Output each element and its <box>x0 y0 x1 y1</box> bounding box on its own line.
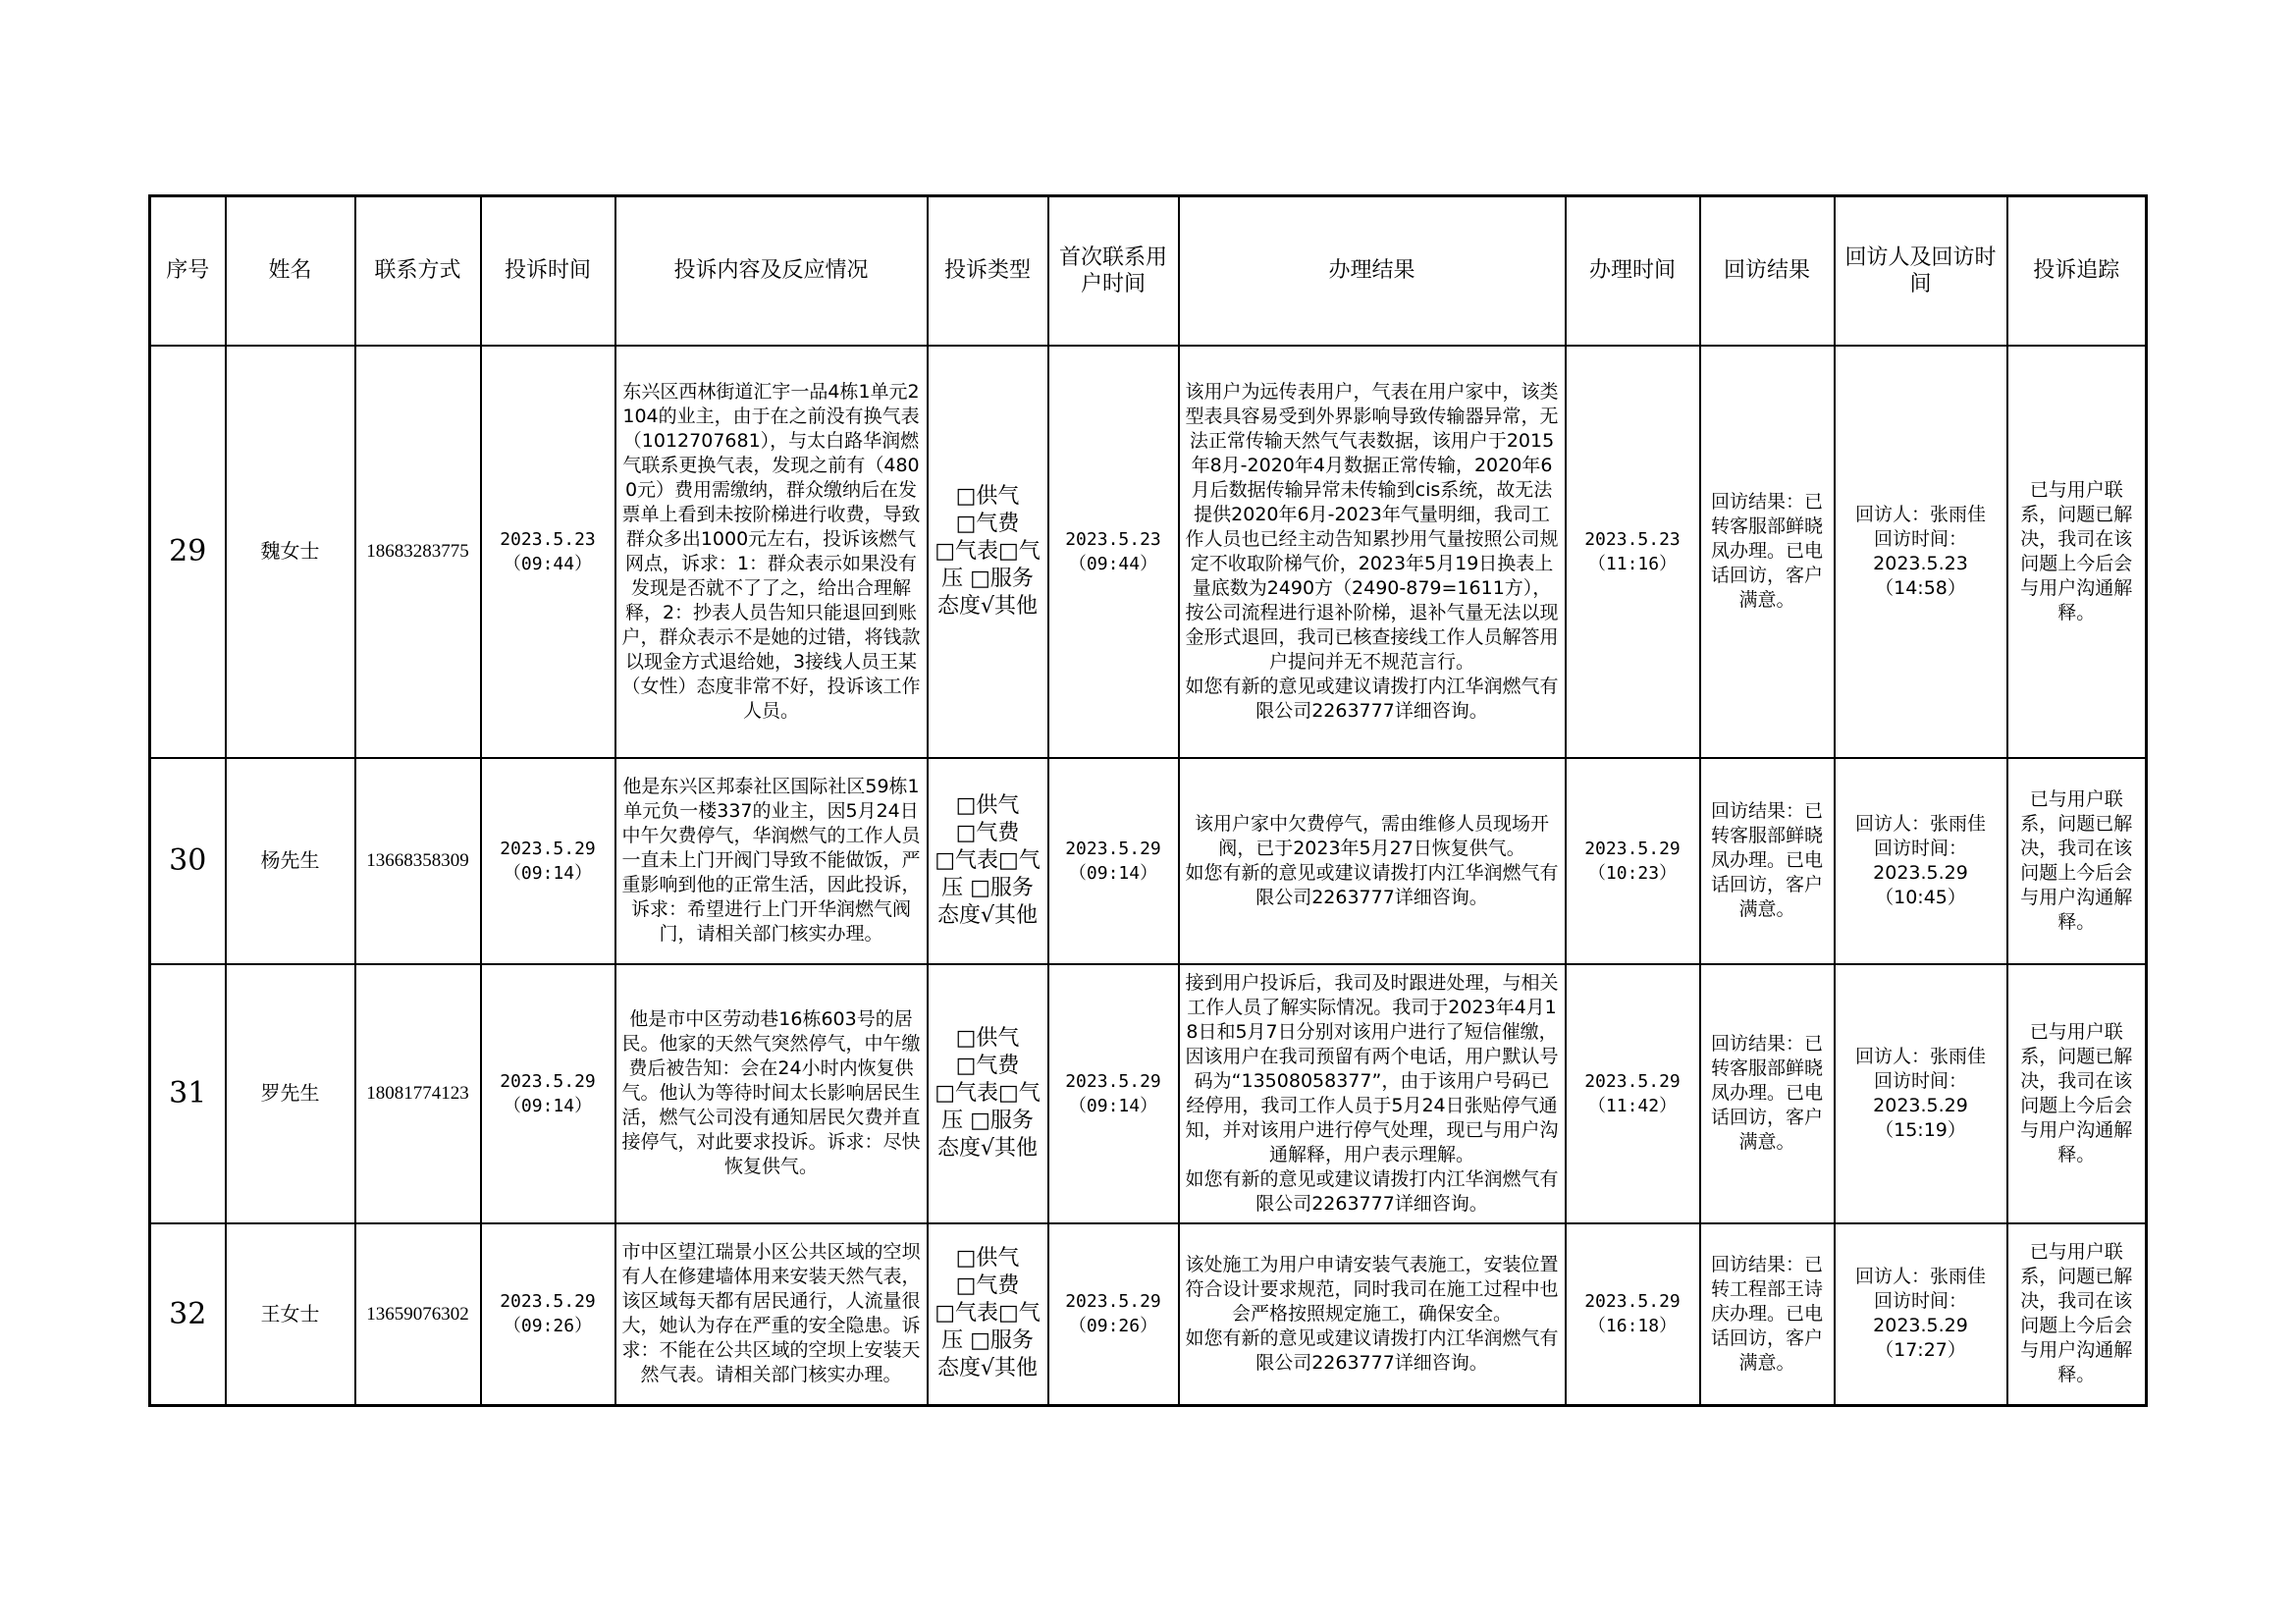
visitor-text: 回访人：张雨佳 回访时间： 2023.5.29 （10:45） <box>1854 812 1986 908</box>
cell-return-result <box>1700 346 1835 758</box>
cell-first-contact <box>1048 758 1179 964</box>
content-text: 市中区望江瑞景小区公共区域的空坝有人在修建墙体用来安装天然气表，该区域每天都有居民通行，人流量很大，她认为存在严重的安全隐患。诉求：不能在公共区域的空坝上安装天然气表。请相关部门核实办理。 <box>621 1241 921 1386</box>
cell-contact: 18081774123 <box>355 964 481 1223</box>
cell-contact: 13668358309 <box>355 758 481 964</box>
table-row <box>150 964 2147 1223</box>
cell-content <box>615 1223 928 1406</box>
return-result-text: 回访结果：已转客服部鲜晓凤办理。已电话回访，客户满意。 <box>1710 800 1823 920</box>
cell-visitor <box>1835 964 2007 1223</box>
cell-seq: 30 <box>150 758 226 964</box>
header-complaint-time: 投诉时间 <box>481 196 615 346</box>
cell-name: 王女士 <box>226 1223 355 1406</box>
first-contact-text: 2023.5.23 （09:44） <box>1065 528 1161 574</box>
result-text: 该用户家中欠费停气，需由维修人员现场开阀，已于2023年5月27日恢复供气。 如您有新的意见或建议请拨打内江华润燃气有限公司2263777详细咨询。 <box>1185 812 1559 908</box>
cell-handle-time <box>1566 346 1700 758</box>
header-visitor: 回访人及回访时间 <box>1835 196 2007 346</box>
cell-type <box>928 346 1048 758</box>
cell-type <box>928 1223 1048 1406</box>
result-text: 该处施工为用户申请安装气表施工，安装位置符合设计要求规范，同时我司在施工过程中也会严格按照规定施工，确保安全。 如您有新的意见或建议请拨打内江华润燃气有限公司2263777详细咨询。 <box>1185 1253 1559 1374</box>
table-row <box>150 1223 2147 1406</box>
return-result-text: 回访结果：已转客服部鲜晓凤办理。已电话回访，客户满意。 <box>1710 491 1823 611</box>
header-return-result: 回访结果 <box>1700 196 1835 346</box>
cell-content <box>615 346 928 758</box>
type-text: □供气 □气费 □气表□气压 □服务态度√其他 <box>934 483 1041 619</box>
cell-return-result <box>1700 1223 1835 1406</box>
cell-visitor <box>1835 758 2007 964</box>
table-row <box>150 758 2147 964</box>
handle-time-text: 2023.5.29 （10:23） <box>1584 838 1681 884</box>
header-tracking: 投诉追踪 <box>2007 196 2147 346</box>
header-type: 投诉类型 <box>928 196 1048 346</box>
table-body <box>150 346 2147 1406</box>
cell-first-contact <box>1048 964 1179 1223</box>
header-result: 办理结果 <box>1179 196 1566 346</box>
header-handle-time: 办理时间 <box>1566 196 1700 346</box>
cell-complaint-time <box>481 964 615 1223</box>
visitor-text: 回访人：张雨佳 回访时间： 2023.5.29 （17:27） <box>1854 1266 1986 1362</box>
header-content: 投诉内容及反应情况 <box>615 196 928 346</box>
handle-time-text: 2023.5.23 （11:16） <box>1584 528 1681 574</box>
header-first-contact: 首次联系用户时间 <box>1048 196 1179 346</box>
first-contact-text: 2023.5.29 （09:14） <box>1065 1070 1161 1116</box>
cell-tracking <box>2007 1223 2147 1406</box>
cell-visitor <box>1835 1223 2007 1406</box>
content-text: 他是市中区劳动巷16栋603号的居民。他家的天然气突然停气，中午缴费后被告知：会在24小时内恢复供气。他认为等待时间太长影响居民生活，燃气公司没有通知居民欠费并直接停气，对此要求投诉。诉求：尽快恢复供气。 <box>621 1008 921 1177</box>
type-text: □供气 □气费 □气表□气压 □服务态度√其他 <box>934 1246 1041 1381</box>
first-contact-text: 2023.5.29 （09:14） <box>1065 838 1161 884</box>
cell-tracking <box>2007 346 2147 758</box>
complaints-table <box>148 194 2148 1407</box>
cell-handle-time <box>1566 964 1700 1223</box>
cell-complaint-time <box>481 346 615 758</box>
tracking-text: 已与用户联系，问题已解决，我司在该问题上今后会与用户沟通解释。 <box>2020 1020 2133 1165</box>
cell-result <box>1179 964 1566 1223</box>
type-text: □供气 □气费 □气表□气压 □服务态度√其他 <box>934 792 1041 928</box>
cell-tracking <box>2007 758 2147 964</box>
cell-name: 杨先生 <box>226 758 355 964</box>
cell-seq: 32 <box>150 1223 226 1406</box>
tracking-text: 已与用户联系，问题已解决，我司在该问题上今后会与用户沟通解释。 <box>2020 478 2133 623</box>
return-result-text: 回访结果：已转工程部王诗庆办理。已电话回访，客户满意。 <box>1710 1253 1823 1374</box>
cell-first-contact <box>1048 346 1179 758</box>
cell-result <box>1179 758 1566 964</box>
header-contact: 联系方式 <box>355 196 481 346</box>
cell-seq: 31 <box>150 964 226 1223</box>
cell-result <box>1179 1223 1566 1406</box>
first-contact-text: 2023.5.29 （09:26） <box>1065 1291 1161 1337</box>
visitor-text: 回访人：张雨佳 回访时间： 2023.5.29 （15:19） <box>1854 1045 1986 1141</box>
complaint-time-text: 2023.5.29 （09:14） <box>500 1070 596 1116</box>
cell-contact: 13659076302 <box>355 1223 481 1406</box>
table-header <box>150 196 2147 346</box>
type-text: □供气 □气费 □气表□气压 □服务态度√其他 <box>934 1025 1041 1161</box>
visitor-text: 回访人：张雨佳 回访时间： 2023.5.23 （14:58） <box>1854 503 1986 599</box>
result-text: 该用户为远传表用户，气表在用户家中，该类型表具容易受到外界影响导致传输器异常，无法正常传输天然气气表数据，该用户于2015年8月-2020年4月数据正常传输，2020年6月后数据传输异常未传输到cis系统，故无法提供2020年6月-2023年气量明细，我司工作人员也已经主动告知累抄用气量按照公司规定不收取阶梯气价，2023年5月19日换表上量底数为2490方（2490-879=1611方），按公司流程进行退补阶梯，退补气量无法以现金形式退回，我司已核查接线工作人员解答用户提问并无不规范言行。 如您有新的意见或建议请拨打内江华润燃气有限公司2263777详细咨询。 <box>1185 380 1559 722</box>
cell-type <box>928 758 1048 964</box>
tracking-text: 已与用户联系，问题已解决，我司在该问题上今后会与用户沟通解释。 <box>2020 787 2133 933</box>
handle-time-text: 2023.5.29 （16:18） <box>1584 1291 1681 1337</box>
return-result-text: 回访结果：已转客服部鲜晓凤办理。已电话回访，客户满意。 <box>1710 1033 1823 1153</box>
cell-handle-time <box>1566 758 1700 964</box>
cell-type <box>928 964 1048 1223</box>
header-row <box>150 196 2147 346</box>
cell-seq: 29 <box>150 346 226 758</box>
cell-complaint-time <box>481 758 615 964</box>
cell-result <box>1179 346 1566 758</box>
cell-content <box>615 758 928 964</box>
cell-name: 魏女士 <box>226 346 355 758</box>
cell-first-contact <box>1048 1223 1179 1406</box>
content-text: 他是东兴区邦泰社区国际社区59栋1单元负一楼337的业主，因5月24日中午欠费停气，华润燃气的工作人员一直未上门开阀门导致不能做饭，严重影响到他的正常生活，因此投诉，诉求：希望进行上门开华润燃气阀门，请相关部门核实办理。 <box>621 776 921 945</box>
cell-return-result <box>1700 964 1835 1223</box>
complaint-time-text: 2023.5.29 （09:26） <box>500 1291 596 1337</box>
cell-contact: 18683283775 <box>355 346 481 758</box>
content-text: 东兴区西林街道汇宇一品4栋1单元2104的业主，由于在之前没有换气表（1012707681），与太白路华润燃气联系更换气表，发现之前有（4800元）费用需缴纳，群众缴纳后在发票单上看到未按阶梯进行收费，导致群众多出1000元左右，投诉该燃气网点，诉求：1：群众表示如果没有发现是否就不了了之，给出合理解释，2：抄表人员告知只能退回到账户，群众表示不是她的过错，将钱款以现金方式退给她，3接线人员王某（女性）态度非常不好，投诉该工作人员。 <box>621 380 921 722</box>
header-seq: 序号 <box>150 196 226 346</box>
cell-return-result <box>1700 758 1835 964</box>
handle-time-text: 2023.5.29 （11:42） <box>1584 1070 1681 1116</box>
cell-tracking <box>2007 964 2147 1223</box>
tracking-text: 已与用户联系，问题已解决，我司在该问题上今后会与用户沟通解释。 <box>2020 1241 2133 1386</box>
result-text: 接到用户投诉后，我司及时跟进处理，与相关工作人员了解实际情况。我司于2023年4月18日和5月7日分别对该用户进行了短信催缴，因该用户在我司预留有两个电话，用户默认号码为“13508058377”，由于该用户号码已经停用，我司工作人员于5月24日张贴停气通知，并对该用户进行停气处理，现已与用户沟通解释，用户表示理解。 如您有新的意见或建议请拨打内江华润燃气有限公司2263777详细咨询。 <box>1185 971 1559 1215</box>
complaint-time-text: 2023.5.23 （09:44） <box>500 528 596 574</box>
cell-visitor <box>1835 346 2007 758</box>
table-row <box>150 346 2147 758</box>
header-name: 姓名 <box>226 196 355 346</box>
cell-complaint-time <box>481 1223 615 1406</box>
cell-handle-time <box>1566 1223 1700 1406</box>
cell-name: 罗先生 <box>226 964 355 1223</box>
cell-content <box>615 964 928 1223</box>
complaint-time-text: 2023.5.29 （09:14） <box>500 838 596 884</box>
